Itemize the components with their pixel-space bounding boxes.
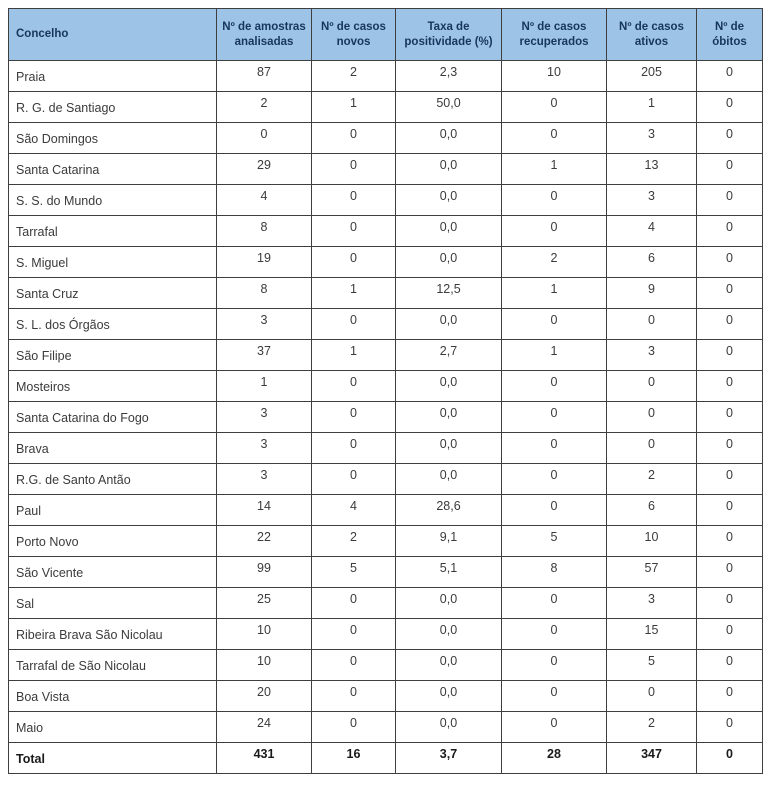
table-row <box>9 650 763 681</box>
value-cell: 0 <box>312 185 396 216</box>
value-cell: 3 <box>217 309 312 340</box>
value-cell: 0,0 <box>396 216 502 247</box>
value-cell: 0 <box>312 650 396 681</box>
concelho-cell: Santa Catarina <box>9 154 217 185</box>
value-cell: 0 <box>312 309 396 340</box>
value-cell: 3 <box>607 123 697 154</box>
column-header-concelho: Concelho <box>9 9 217 61</box>
column-header: Taxa de positividade (%) <box>396 9 502 61</box>
value-cell: 1 <box>312 92 396 123</box>
value-cell: 0,0 <box>396 185 502 216</box>
value-cell: 3 <box>217 464 312 495</box>
column-header: Nº de casos novos <box>312 9 396 61</box>
value-cell: 0 <box>697 278 763 309</box>
table-row <box>9 712 763 743</box>
column-header: Nº de óbitos <box>697 9 763 61</box>
concelho-cell: Santa Catarina do Fogo <box>9 402 217 433</box>
value-cell: 6 <box>607 247 697 278</box>
value-cell: 0 <box>697 92 763 123</box>
value-cell: 0 <box>502 309 607 340</box>
value-cell: 0 <box>502 712 607 743</box>
value-cell: 0 <box>697 247 763 278</box>
column-header: Nº de casos ativos <box>607 9 697 61</box>
value-cell: 0 <box>697 309 763 340</box>
table-row <box>9 433 763 464</box>
concelho-cell: São Vicente <box>9 557 217 588</box>
value-cell: 0 <box>502 650 607 681</box>
table-row <box>9 588 763 619</box>
value-cell: 4 <box>217 185 312 216</box>
value-cell: 3 <box>217 402 312 433</box>
concelho-cell: Mosteiros <box>9 371 217 402</box>
value-cell: 0 <box>312 681 396 712</box>
table-row <box>9 309 763 340</box>
value-cell: 87 <box>217 61 312 92</box>
value-cell: 0 <box>502 185 607 216</box>
value-cell: 2,7 <box>396 340 502 371</box>
value-cell: 1 <box>217 371 312 402</box>
value-cell: 10 <box>607 526 697 557</box>
value-cell: 0 <box>697 371 763 402</box>
value-cell: 0 <box>502 433 607 464</box>
table-row <box>9 464 763 495</box>
concelho-cell: São Domingos <box>9 123 217 154</box>
value-cell: 5 <box>607 650 697 681</box>
concelho-cell: S. Miguel <box>9 247 217 278</box>
value-cell: 0 <box>312 123 396 154</box>
table-row <box>9 619 763 650</box>
value-cell: 0 <box>697 619 763 650</box>
value-cell: 15 <box>607 619 697 650</box>
value-cell: 0 <box>312 619 396 650</box>
concelho-cell: Maio <box>9 712 217 743</box>
concelho-cell: R.G. de Santo Antão <box>9 464 217 495</box>
value-cell: 0 <box>697 340 763 371</box>
value-cell: 22 <box>217 526 312 557</box>
table-row <box>9 216 763 247</box>
value-cell: 10 <box>217 619 312 650</box>
value-cell: 0 <box>312 154 396 185</box>
concelho-cell: Brava <box>9 433 217 464</box>
value-cell: 0 <box>502 123 607 154</box>
value-cell: 0 <box>607 371 697 402</box>
value-cell: 0 <box>697 185 763 216</box>
value-cell: 19 <box>217 247 312 278</box>
value-cell: 0 <box>697 681 763 712</box>
value-cell: 6 <box>607 495 697 526</box>
covid-municipality-table <box>8 8 763 774</box>
concelho-cell: Porto Novo <box>9 526 217 557</box>
value-cell: 10 <box>217 650 312 681</box>
concelho-cell: Paul <box>9 495 217 526</box>
value-cell: 0,0 <box>396 154 502 185</box>
value-cell: 0 <box>502 464 607 495</box>
value-cell: 0 <box>697 402 763 433</box>
value-cell: 4 <box>607 216 697 247</box>
concelho-cell: Praia <box>9 61 217 92</box>
value-cell: 205 <box>607 61 697 92</box>
value-cell: 5 <box>502 526 607 557</box>
value-cell: 0 <box>312 464 396 495</box>
value-cell: 0 <box>697 433 763 464</box>
value-cell: 0 <box>312 247 396 278</box>
concelho-cell: Total <box>9 743 217 774</box>
value-cell: 0 <box>312 371 396 402</box>
value-cell: 347 <box>607 743 697 774</box>
value-cell: 28 <box>502 743 607 774</box>
concelho-cell: Sal <box>9 588 217 619</box>
value-cell: 0 <box>502 402 607 433</box>
value-cell: 16 <box>312 743 396 774</box>
value-cell: 2 <box>502 247 607 278</box>
concelho-cell: S. S. do Mundo <box>9 185 217 216</box>
value-cell: 1 <box>502 340 607 371</box>
value-cell: 0 <box>312 588 396 619</box>
value-cell: 0 <box>697 526 763 557</box>
value-cell: 0 <box>697 557 763 588</box>
value-cell: 0,0 <box>396 309 502 340</box>
value-cell: 0 <box>502 681 607 712</box>
value-cell: 0 <box>697 464 763 495</box>
value-cell: 0 <box>312 433 396 464</box>
value-cell: 9,1 <box>396 526 502 557</box>
value-cell: 10 <box>502 61 607 92</box>
concelho-cell: Tarrafal de São Nicolau <box>9 650 217 681</box>
value-cell: 0,0 <box>396 371 502 402</box>
concelho-cell: Boa Vista <box>9 681 217 712</box>
concelho-cell: São Filipe <box>9 340 217 371</box>
value-cell: 50,0 <box>396 92 502 123</box>
value-cell: 5,1 <box>396 557 502 588</box>
value-cell: 3 <box>607 588 697 619</box>
concelho-cell: Santa Cruz <box>9 278 217 309</box>
value-cell: 0,0 <box>396 402 502 433</box>
value-cell: 2,3 <box>396 61 502 92</box>
value-cell: 0 <box>697 650 763 681</box>
table-row <box>9 557 763 588</box>
value-cell: 20 <box>217 681 312 712</box>
value-cell: 0 <box>697 216 763 247</box>
value-cell: 1 <box>502 278 607 309</box>
table-row <box>9 681 763 712</box>
concelho-cell: R. G. de Santiago <box>9 92 217 123</box>
value-cell: 0 <box>607 681 697 712</box>
value-cell: 0 <box>697 743 763 774</box>
table-row <box>9 402 763 433</box>
value-cell: 28,6 <box>396 495 502 526</box>
table-row <box>9 526 763 557</box>
value-cell: 0 <box>697 154 763 185</box>
value-cell: 0 <box>502 216 607 247</box>
total-row <box>9 743 763 774</box>
column-header: Nº de amostras analisadas <box>217 9 312 61</box>
value-cell: 8 <box>502 557 607 588</box>
table-row <box>9 92 763 123</box>
table-body <box>9 61 763 774</box>
value-cell: 5 <box>312 557 396 588</box>
value-cell: 0 <box>502 619 607 650</box>
value-cell: 8 <box>217 216 312 247</box>
table-row <box>9 371 763 402</box>
value-cell: 2 <box>312 526 396 557</box>
value-cell: 0 <box>697 712 763 743</box>
value-cell: 2 <box>312 61 396 92</box>
value-cell: 0 <box>217 123 312 154</box>
value-cell: 0 <box>312 712 396 743</box>
concelho-cell: S. L. dos Órgãos <box>9 309 217 340</box>
table-row <box>9 340 763 371</box>
value-cell: 3 <box>607 185 697 216</box>
value-cell: 0 <box>312 216 396 247</box>
value-cell: 1 <box>312 340 396 371</box>
value-cell: 0 <box>607 309 697 340</box>
table-row <box>9 278 763 309</box>
value-cell: 0,0 <box>396 464 502 495</box>
value-cell: 0 <box>502 371 607 402</box>
value-cell: 0,0 <box>396 433 502 464</box>
value-cell: 25 <box>217 588 312 619</box>
value-cell: 0 <box>502 588 607 619</box>
value-cell: 2 <box>607 464 697 495</box>
value-cell: 0,0 <box>396 681 502 712</box>
value-cell: 14 <box>217 495 312 526</box>
table-row <box>9 247 763 278</box>
header-row <box>9 9 763 61</box>
value-cell: 24 <box>217 712 312 743</box>
value-cell: 0,0 <box>396 619 502 650</box>
value-cell: 3,7 <box>396 743 502 774</box>
table-row <box>9 185 763 216</box>
value-cell: 0 <box>697 588 763 619</box>
table-row <box>9 495 763 526</box>
value-cell: 0 <box>312 402 396 433</box>
concelho-cell: Tarrafal <box>9 216 217 247</box>
value-cell: 0 <box>697 61 763 92</box>
value-cell: 29 <box>217 154 312 185</box>
concelho-cell: Ribeira Brava São Nicolau <box>9 619 217 650</box>
column-header: Nº de casos recuperados <box>502 9 607 61</box>
value-cell: 0,0 <box>396 650 502 681</box>
value-cell: 57 <box>607 557 697 588</box>
value-cell: 0,0 <box>396 123 502 154</box>
value-cell: 8 <box>217 278 312 309</box>
value-cell: 99 <box>217 557 312 588</box>
value-cell: 0 <box>502 495 607 526</box>
value-cell: 3 <box>217 433 312 464</box>
value-cell: 9 <box>607 278 697 309</box>
value-cell: 12,5 <box>396 278 502 309</box>
value-cell: 0 <box>502 92 607 123</box>
value-cell: 37 <box>217 340 312 371</box>
value-cell: 2 <box>607 712 697 743</box>
table-row <box>9 123 763 154</box>
value-cell: 0 <box>697 123 763 154</box>
value-cell: 1 <box>312 278 396 309</box>
table-row <box>9 154 763 185</box>
value-cell: 431 <box>217 743 312 774</box>
value-cell: 4 <box>312 495 396 526</box>
value-cell: 1 <box>607 92 697 123</box>
value-cell: 13 <box>607 154 697 185</box>
value-cell: 2 <box>217 92 312 123</box>
value-cell: 0 <box>607 433 697 464</box>
value-cell: 3 <box>607 340 697 371</box>
table-row <box>9 61 763 92</box>
value-cell: 1 <box>502 154 607 185</box>
value-cell: 0,0 <box>396 247 502 278</box>
value-cell: 0 <box>607 402 697 433</box>
value-cell: 0 <box>697 495 763 526</box>
value-cell: 0,0 <box>396 588 502 619</box>
value-cell: 0,0 <box>396 712 502 743</box>
